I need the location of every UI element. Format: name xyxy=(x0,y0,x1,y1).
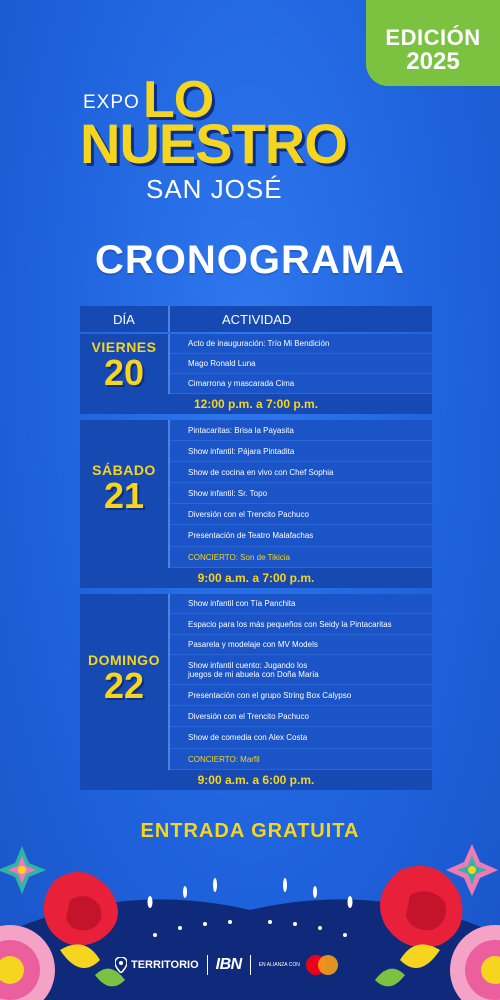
edition-year: 2025 xyxy=(406,48,460,75)
logo-place: SAN JOSÉ xyxy=(146,174,283,204)
star-left xyxy=(0,846,46,894)
expo-logo xyxy=(0,70,500,210)
activity-item: Cimarrona y mascarada Cima xyxy=(170,374,432,394)
location-pin-icon xyxy=(115,957,127,973)
day-number: 21 xyxy=(103,475,145,516)
divider xyxy=(250,955,251,975)
day-name: SÁBADO xyxy=(92,462,156,478)
logo-lo: LO xyxy=(143,71,214,129)
activity-item: Diversión con el Trencito Pachuco xyxy=(170,706,432,727)
activity-item: Pintacaritas: Brisa la Payasita xyxy=(170,420,432,441)
day-name: DOMINGO xyxy=(88,652,160,668)
edition-label: EDICIÓN xyxy=(385,25,481,50)
schedule-hours: 9:00 a.m. a 6:00 p.m. xyxy=(80,770,432,790)
activity-item: Presentación de Teatro Malafachas xyxy=(170,525,432,547)
activity-item: Show infantil con Tía Panchita xyxy=(170,594,432,614)
territorio-logo xyxy=(115,957,199,973)
activity-item: Show de comedia con Alex Costa xyxy=(170,727,432,749)
alliance-label: EN ALIANZA CON xyxy=(258,962,300,968)
day-block-domingo xyxy=(80,594,432,792)
activity-item: Show infantil: Sr. Topo xyxy=(170,483,432,504)
mastercard-logo xyxy=(306,955,340,975)
free-entry-label: ENTRADA GRATUITA xyxy=(140,820,360,842)
day-cell xyxy=(80,334,170,394)
red-flower-left xyxy=(44,872,118,946)
day-cell xyxy=(80,420,170,568)
logo-nuestro: NUESTRO xyxy=(80,112,347,175)
activity-item: Show infantil cuento: Jugando los juegos de mi abuela con Doña María xyxy=(170,655,432,685)
schedule-hours: 9:00 a.m. a 7:00 p.m. xyxy=(80,568,432,588)
territorio-text: TERRITORIO xyxy=(131,959,199,971)
divider xyxy=(207,955,208,975)
activity-item: Espacio para los más pequeños con Seidy la Pintacaritas xyxy=(170,614,432,635)
concert-item: CONCIERTO: Marfil xyxy=(170,749,432,770)
activity-item: Show de cocina en vivo con Chef Sophia xyxy=(170,462,432,483)
header-activity: ACTIVIDAD xyxy=(222,312,292,327)
page-title: CRONOGRAMA xyxy=(95,238,405,282)
activity-item: Acto de inauguración: Trío Mi Bendición xyxy=(170,334,432,354)
day-block-viernes xyxy=(80,334,432,414)
activity-item: Diversión con el Trencito Pachuco xyxy=(170,504,432,525)
mastercard-orange-circle xyxy=(318,955,338,975)
ibn-logo: IBN xyxy=(215,956,242,973)
day-number: 22 xyxy=(103,665,145,706)
sponsor-footer xyxy=(115,952,385,978)
header-day: DÍA xyxy=(80,306,170,332)
schedule-hours: 12:00 p.m. a 7:00 p.m. xyxy=(80,394,432,414)
activity-item: Show infantil: Pájara Pintadita xyxy=(170,441,432,462)
day-cell xyxy=(80,594,170,770)
activity-item: Pasarela y modelaje con MV Models xyxy=(170,635,432,655)
day-block-sabado xyxy=(80,420,432,588)
day-number: 20 xyxy=(103,352,145,393)
concert-item: CONCIERTO: Son de Tikicia xyxy=(170,547,432,568)
activity-item: Presentación con el grupo String Box Calypso xyxy=(170,685,432,706)
table-header xyxy=(80,306,432,332)
activity-item: Mago Ronald Luna xyxy=(170,354,432,374)
logo-expo: EXPO xyxy=(83,92,140,113)
day-name: VIERNES xyxy=(91,339,157,355)
